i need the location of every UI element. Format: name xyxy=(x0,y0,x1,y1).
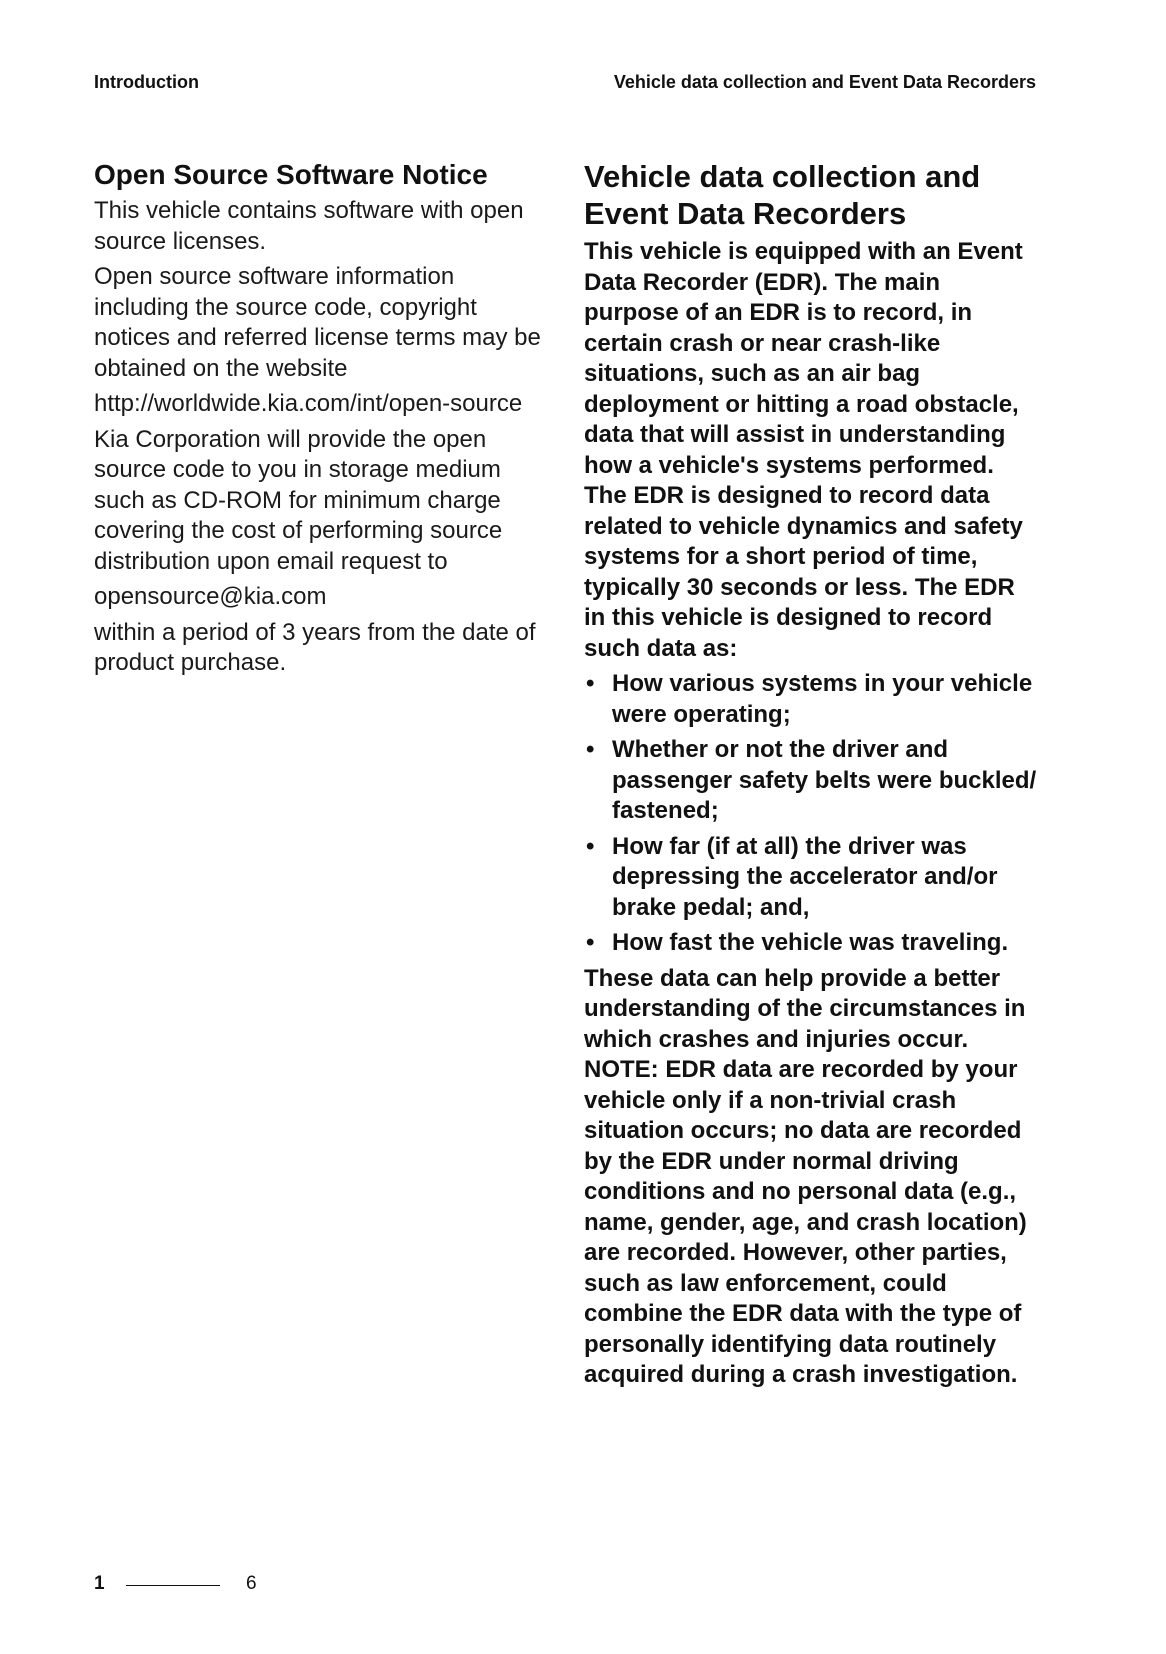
open-source-paragraph: Open source software information including the source code, copyright notices and referred license terms may be obtained on the website xyxy=(94,263,541,382)
list-item: • How various systems in your vehicle were operating; xyxy=(586,670,1033,728)
edr-data-list xyxy=(584,669,1040,959)
open-source-paragraph: Kia Corporation will provide the open source code to you in storage medium such as CD-ROM for minimum charge covering the cost of performing source distribution upon email request to xyxy=(94,425,503,575)
running-header-section: Introduction xyxy=(94,72,199,92)
running-header-title: Vehicle data collection and Event Data Recorders xyxy=(613,72,1036,92)
chapter-number: 1 xyxy=(94,1573,105,1594)
bullet-icon: • xyxy=(586,832,595,860)
edr-heading: Vehicle data collection and Event Data Recorders xyxy=(584,159,981,231)
open-source-url: http://worldwide.kia.com/int/open-source xyxy=(94,390,523,417)
open-source-email: opensource@kia.com xyxy=(94,583,327,610)
footer-divider xyxy=(126,1585,220,1586)
open-source-paragraph: within a period of 3 years from the date of product purchase. xyxy=(94,618,536,676)
list-item: • How far (if at all) the driver was depressing the accelerator and/or brake pedal; and, xyxy=(586,832,998,921)
page-number: 6 xyxy=(246,1573,257,1594)
open-source-heading: Open Source Software Notice xyxy=(94,159,488,190)
list-item: • How fast the vehicle was traveling. xyxy=(584,928,1040,959)
bullet-icon: • xyxy=(586,736,595,763)
edr-intro-paragraph: This vehicle is equipped with an Event Data Recorder (EDR). The main purpose of an EDR is to record, in certain crash or near crash-like situations, such as an air bag deployment or hitting a road obstacle, data that will assist in understanding how a vehicle's systems performed. The EDR is designed to record data related to vehicle dynamics and safety systems for a short period of time, typically 30 seconds or less. The EDR in this vehicle is designed to record such data as: xyxy=(584,238,1023,662)
bullet-icon: • xyxy=(586,929,595,956)
edr-closing-paragraph: These data can help provide a better understanding of the circumstances in which crashes and injuries occur. NOTE: EDR data are recorded by your vehicle only if a non-trivial crash situation occurs; no data are recorded by the EDR under normal driving conditions and no personal data (e.g., name, gender, age, and crash location) are recorded. However, other parties, such as law enforcement, could combine the EDR data with the type of personally identifying data routinely acquired during a crash investigation. xyxy=(584,964,1027,1388)
edr-section xyxy=(584,158,1040,1396)
bullet-icon: • xyxy=(586,670,595,697)
open-source-notice-section xyxy=(94,158,546,684)
list-item: • Whether or not the driver and passenger safety belts were buckled/ fastened; xyxy=(586,736,1037,824)
open-source-paragraph: This vehicle contains software with open source licenses. xyxy=(94,197,524,255)
